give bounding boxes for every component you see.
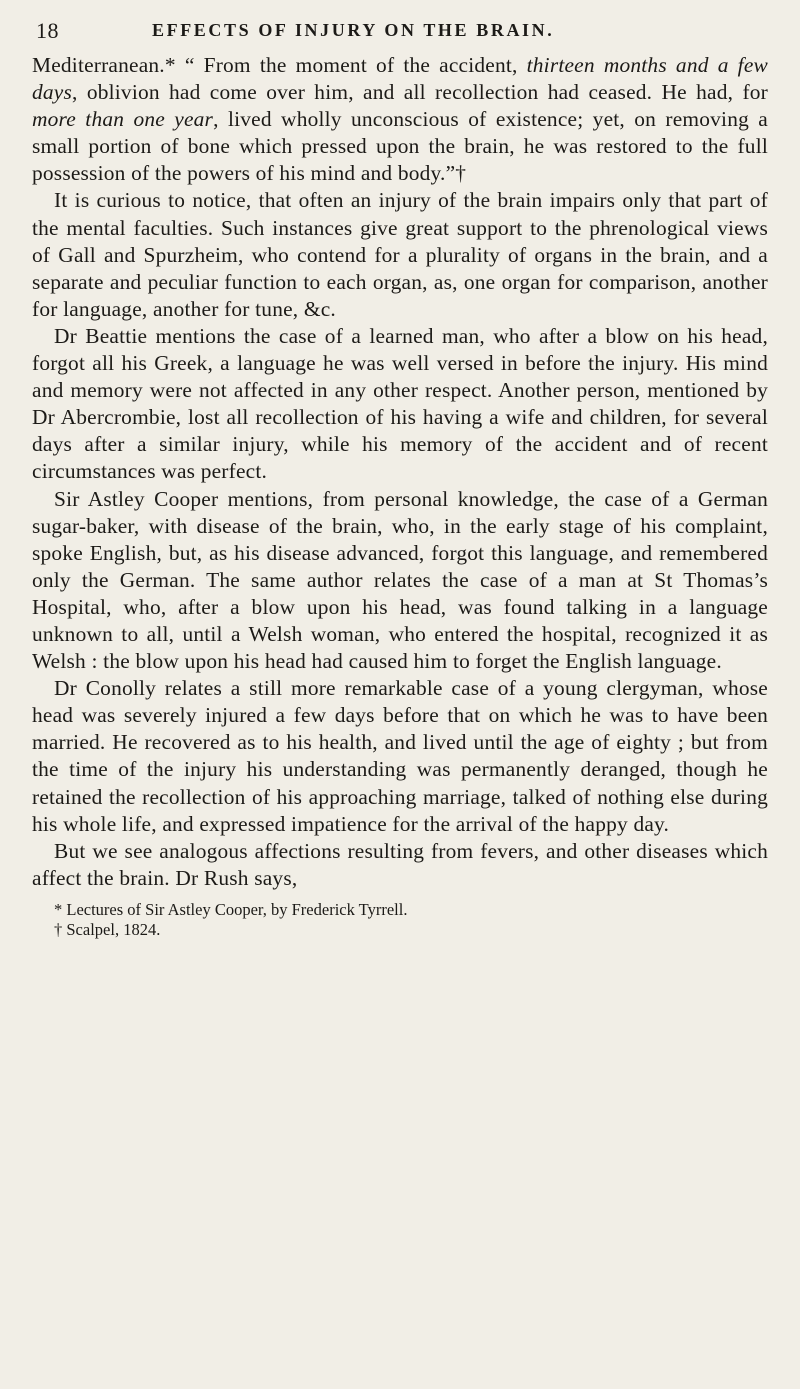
- italic-phrase: more than one year: [32, 107, 214, 132]
- body-text: [32, 52, 768, 892]
- paragraph: Dr Beattie mentions the case of a learned man, who after a blow on his head, forgot all his Greek, a language he was well versed in before the injury. His mind and memory were not affected in any other respect. Another person, mentioned by Dr Abercrombie, lost all recollection of his having a wife and children, for several days after a similar injury, while his memory of the accident and of recent circumstances was perfect.: [32, 323, 768, 484]
- footnotes: [32, 900, 768, 940]
- page-number: 18: [36, 18, 59, 43]
- footnote: † Scalpel, 1824.: [54, 919, 161, 939]
- running-head: [32, 18, 768, 52]
- paragraph: It is curious to notice, that often an injury of the brain impairs only that part of the mental faculties. Such instances give great support to the phrenological views of Gall and Spurzheim, who contend for a plurality of organs in the brain, and a separate and peculiar function to each organ, as, one organ for comparison, another for language, another for tune, &c.: [32, 188, 768, 321]
- running-title: EFFECTS OF INJURY ON THE BRAIN.: [152, 20, 555, 40]
- paragraph: But we see analogous affections resulting from fevers, and other diseases which affect the brain. Dr Rush says,: [32, 838, 768, 890]
- paragraph-continuation: Mediterranean.* “ From the moment of the accident, thirteen months and a few days, oblivion had come over him, and all recollection had ceased. He had, for more than one year, lived wholly unconscious of existence; yet, on removing a small portion of bone which pressed upon the brain, he was restored to the full possession of the powers of his mind and body.”†: [32, 53, 769, 186]
- paragraph: Dr Conolly relates a still more remarkable case of a young clergyman, whose head was severely injured a few days before that on which he was to have been married. He recovered as to his health, and lived until the age of eighty ; but from the time of the injury his understanding was permanently deranged, though he retained the recollection of his approaching marriage, talked of nothing else during his whole life, and expressed impatience for the arrival of the happy day.: [32, 676, 768, 836]
- book-page: [32, 18, 768, 1378]
- footnote: * Lectures of Sir Astley Cooper, by Frederick Tyrrell.: [54, 899, 408, 919]
- paragraph: Sir Astley Cooper mentions, from personal knowledge, the case of a German sugar-baker, with disease of the brain, who, in the early stage of his complaint, spoke English, but, as his disease advanced, forgot this language, and remembered only the German. The same author relates the case of a man at St Thomas’s Hospital, who, after a blow upon his head, was found talking in a language unknown to all, until a Welsh woman, who entered the hospital, recognized it as Welsh : the blow upon his head had caused him to forget the English language.: [32, 486, 768, 674]
- italic-phrase: thirteen months and a few days: [32, 53, 768, 105]
